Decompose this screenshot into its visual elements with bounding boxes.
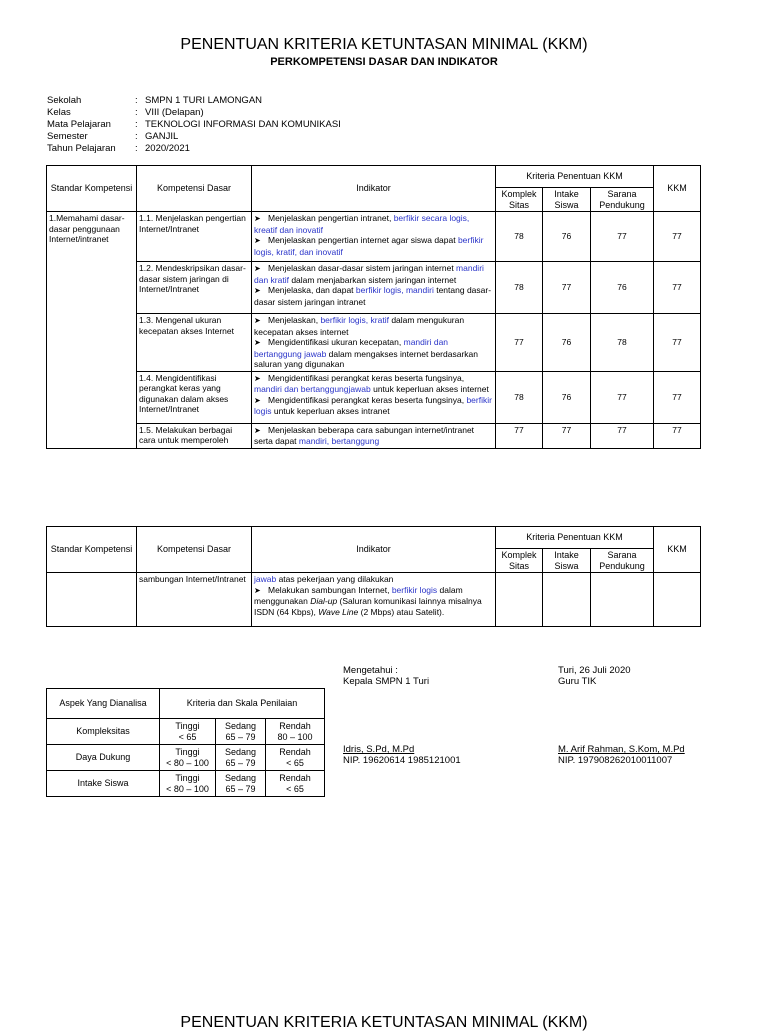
kriteria-skala-header: Kriteria dan Skala Penilaian bbox=[160, 689, 325, 719]
kkm-table-continued bbox=[46, 526, 701, 627]
indikator-cell: ➤ Menjelaskan beberapa cara sabungan internet/intranet serta dapat mandiri, bertanggung bbox=[252, 423, 496, 448]
header-kd: Kompetensi Dasar bbox=[137, 166, 252, 212]
value-kkm: 77 bbox=[654, 314, 701, 372]
value-intake bbox=[543, 573, 591, 627]
signature-guru: Turi, 26 Juli 2020 Guru TIK bbox=[558, 665, 631, 687]
document-subtitle: PERKOMPETENSI DASAR DAN INDIKATOR bbox=[270, 56, 498, 68]
kd-cell: sambungan Internet/Intranet bbox=[137, 573, 252, 627]
info-row-tahun: Tahun Pelajaran : 2020/2021 bbox=[47, 143, 190, 154]
value-sarana: 77 bbox=[591, 212, 654, 262]
value-kompleksitas: 77 bbox=[496, 314, 543, 372]
value-intake: 76 bbox=[543, 212, 591, 262]
aspek-header: Aspek Yang Dianalisa bbox=[47, 689, 160, 719]
header-sarana: Sarana Pendukung bbox=[591, 188, 654, 212]
value-kkm: 77 bbox=[654, 262, 701, 314]
value-intake: 76 bbox=[543, 314, 591, 372]
table-row bbox=[47, 423, 701, 448]
aspek-row: Kompleksitas Tinggi < 65 Sedang 65 – 79 Rendah 80 – 100 bbox=[47, 719, 325, 745]
value-sarana: 77 bbox=[591, 423, 654, 448]
table-row bbox=[47, 262, 701, 314]
value-intake: 77 bbox=[543, 262, 591, 314]
indikator-cell: ➤ Mengidentifikasi perangkat keras beserta fungsinya, mandiri dan bertanggungjawab untuk keperluan akses internet ➤ Mengidentifikasi perangkat keras beserta fungsinya, berfikir logis untuk keperluan akses intranet bbox=[252, 371, 496, 423]
header-intake: Intake Siswa bbox=[543, 549, 591, 573]
header-indikator: Indikator bbox=[252, 527, 496, 573]
header-kompleksitas: Komplek Sitas bbox=[496, 188, 543, 212]
document-title: PENENTUAN KRITERIA KETUNTASAN MINIMAL (KKM) bbox=[180, 36, 588, 53]
kd-cell: 1.4. Mengidentifikasi perangkat keras yang digunakan dalam akses Internet/Intranet bbox=[137, 371, 252, 423]
value-sarana: 76 bbox=[591, 262, 654, 314]
value-intake: 77 bbox=[543, 423, 591, 448]
info-row-kelas: Kelas : VIII (Delapan) bbox=[47, 107, 204, 118]
value-kkm: 77 bbox=[654, 423, 701, 448]
indikator-cell: ➤ Menjelaskan, berfikir logis, kratif dalam mengukuran kecepatan akses internet ➤ Mengidentifikasi ukuran kecepatan, mandiri dan bertanggung jawab dalam mengakses internet berdasarkan saluran yang digunakan bbox=[252, 314, 496, 372]
signature-kepala: Mengetahui : Kepala SMPN 1 Turi bbox=[343, 665, 430, 687]
value-sarana: 78 bbox=[591, 314, 654, 372]
kd-cell: 1.2. Mendeskripsikan dasar-dasar sistem jaringan di Internet/Intranet bbox=[137, 262, 252, 314]
signature-guru-name: M. Arif Rahman, S.Kom, M.Pd NIP. 197908262010011007 bbox=[558, 744, 685, 766]
info-row-mapel: Mata Pelajaran : TEKNOLOGI INFORMASI DAN KOMUNIKASI bbox=[47, 119, 341, 130]
info-row-sekolah: Sekolah : SMPN 1 TURI LAMONGAN bbox=[47, 95, 263, 106]
kd-cell: 1.1. Menjelaskan pengertian Internet/Intranet bbox=[137, 212, 252, 262]
value-kkm bbox=[654, 573, 701, 627]
header-sarana: Sarana Pendukung bbox=[591, 549, 654, 573]
sk-cell bbox=[47, 573, 137, 627]
info-row-semester: Semester : GANJIL bbox=[47, 131, 179, 142]
indikator-cell: jawab atas pekerjaan yang dilakukan ➤ Melakukan sambungan Internet, berfikir logis dalam menggunakan Dial-up (Saluran komunikasi lainnya misalnya ISDN (64 Kbps), Wave Line (2 Mbps) atau Satelit). bbox=[252, 573, 496, 627]
kkm-table bbox=[46, 165, 701, 449]
header-kd: Kompetensi Dasar bbox=[137, 527, 252, 573]
value-kompleksitas: 78 bbox=[496, 262, 543, 314]
aspek-row: Intake Siswa Tinggi < 80 – 100 Sedang 65 – 79 Rendah < 65 bbox=[47, 771, 325, 797]
next-page-title: PENENTUAN KRITERIA KETUNTASAN MINIMAL (KKM) bbox=[180, 1014, 588, 1031]
indikator-cell: ➤ Menjelaskan pengertian intranet, berfikir secara logis, kreatif dan inovatif ➤ Menjelaskan pengertian internet agar siswa dapat berfikir logis, kratif, dan inovatif bbox=[252, 212, 496, 262]
value-kompleksitas: 78 bbox=[496, 212, 543, 262]
table-row bbox=[47, 212, 701, 262]
table-row bbox=[47, 314, 701, 372]
header-sk: Standar Kompetensi bbox=[47, 527, 137, 573]
value-kkm: 77 bbox=[654, 212, 701, 262]
header-intake: Intake Siswa bbox=[543, 188, 591, 212]
value-intake: 76 bbox=[543, 371, 591, 423]
value-kompleksitas: 77 bbox=[496, 423, 543, 448]
aspek-row: Daya Dukung Tinggi < 80 – 100 Sedang 65 – 79 Rendah < 65 bbox=[47, 745, 325, 771]
header-kriteria: Kriteria Penentuan KKM bbox=[496, 527, 654, 549]
school-info bbox=[47, 95, 341, 155]
sk-cell: 1.Memahami dasar-dasar penggunaan Internet/intranet bbox=[47, 212, 137, 449]
table-row bbox=[47, 573, 701, 627]
value-sarana bbox=[591, 573, 654, 627]
value-sarana: 77 bbox=[591, 371, 654, 423]
value-kompleksitas bbox=[496, 573, 543, 627]
aspek-table bbox=[46, 688, 325, 797]
kd-cell: 1.5. Melakukan berbagai cara untuk memperoleh bbox=[137, 423, 252, 448]
header-kriteria: Kriteria Penentuan KKM bbox=[496, 166, 654, 188]
signature-kepala-name: Idris, S.Pd, M.Pd NIP. 19620614 1985121001 bbox=[343, 744, 461, 766]
table-row bbox=[47, 371, 701, 423]
kd-cell: 1.3. Mengenal ukuran kecepatan akses Internet bbox=[137, 314, 252, 372]
value-kompleksitas: 78 bbox=[496, 371, 543, 423]
value-kkm: 77 bbox=[654, 371, 701, 423]
header-kompleksitas: Komplek Sitas bbox=[496, 549, 543, 573]
header-kkm: KKM bbox=[654, 166, 701, 212]
header-indikator: Indikator bbox=[252, 166, 496, 212]
header-kkm: KKM bbox=[654, 527, 701, 573]
indikator-cell: ➤ Menjelaskan dasar-dasar sistem jaringan internet mandiri dan kratif dalam menjabarkan sistem jaringan internet ➤ Menjelaska, dan dapat berfikir logis, mandiri tentang dasar-dasar sistem jaringan intranet bbox=[252, 262, 496, 314]
header-sk: Standar Kompetensi bbox=[47, 166, 137, 212]
